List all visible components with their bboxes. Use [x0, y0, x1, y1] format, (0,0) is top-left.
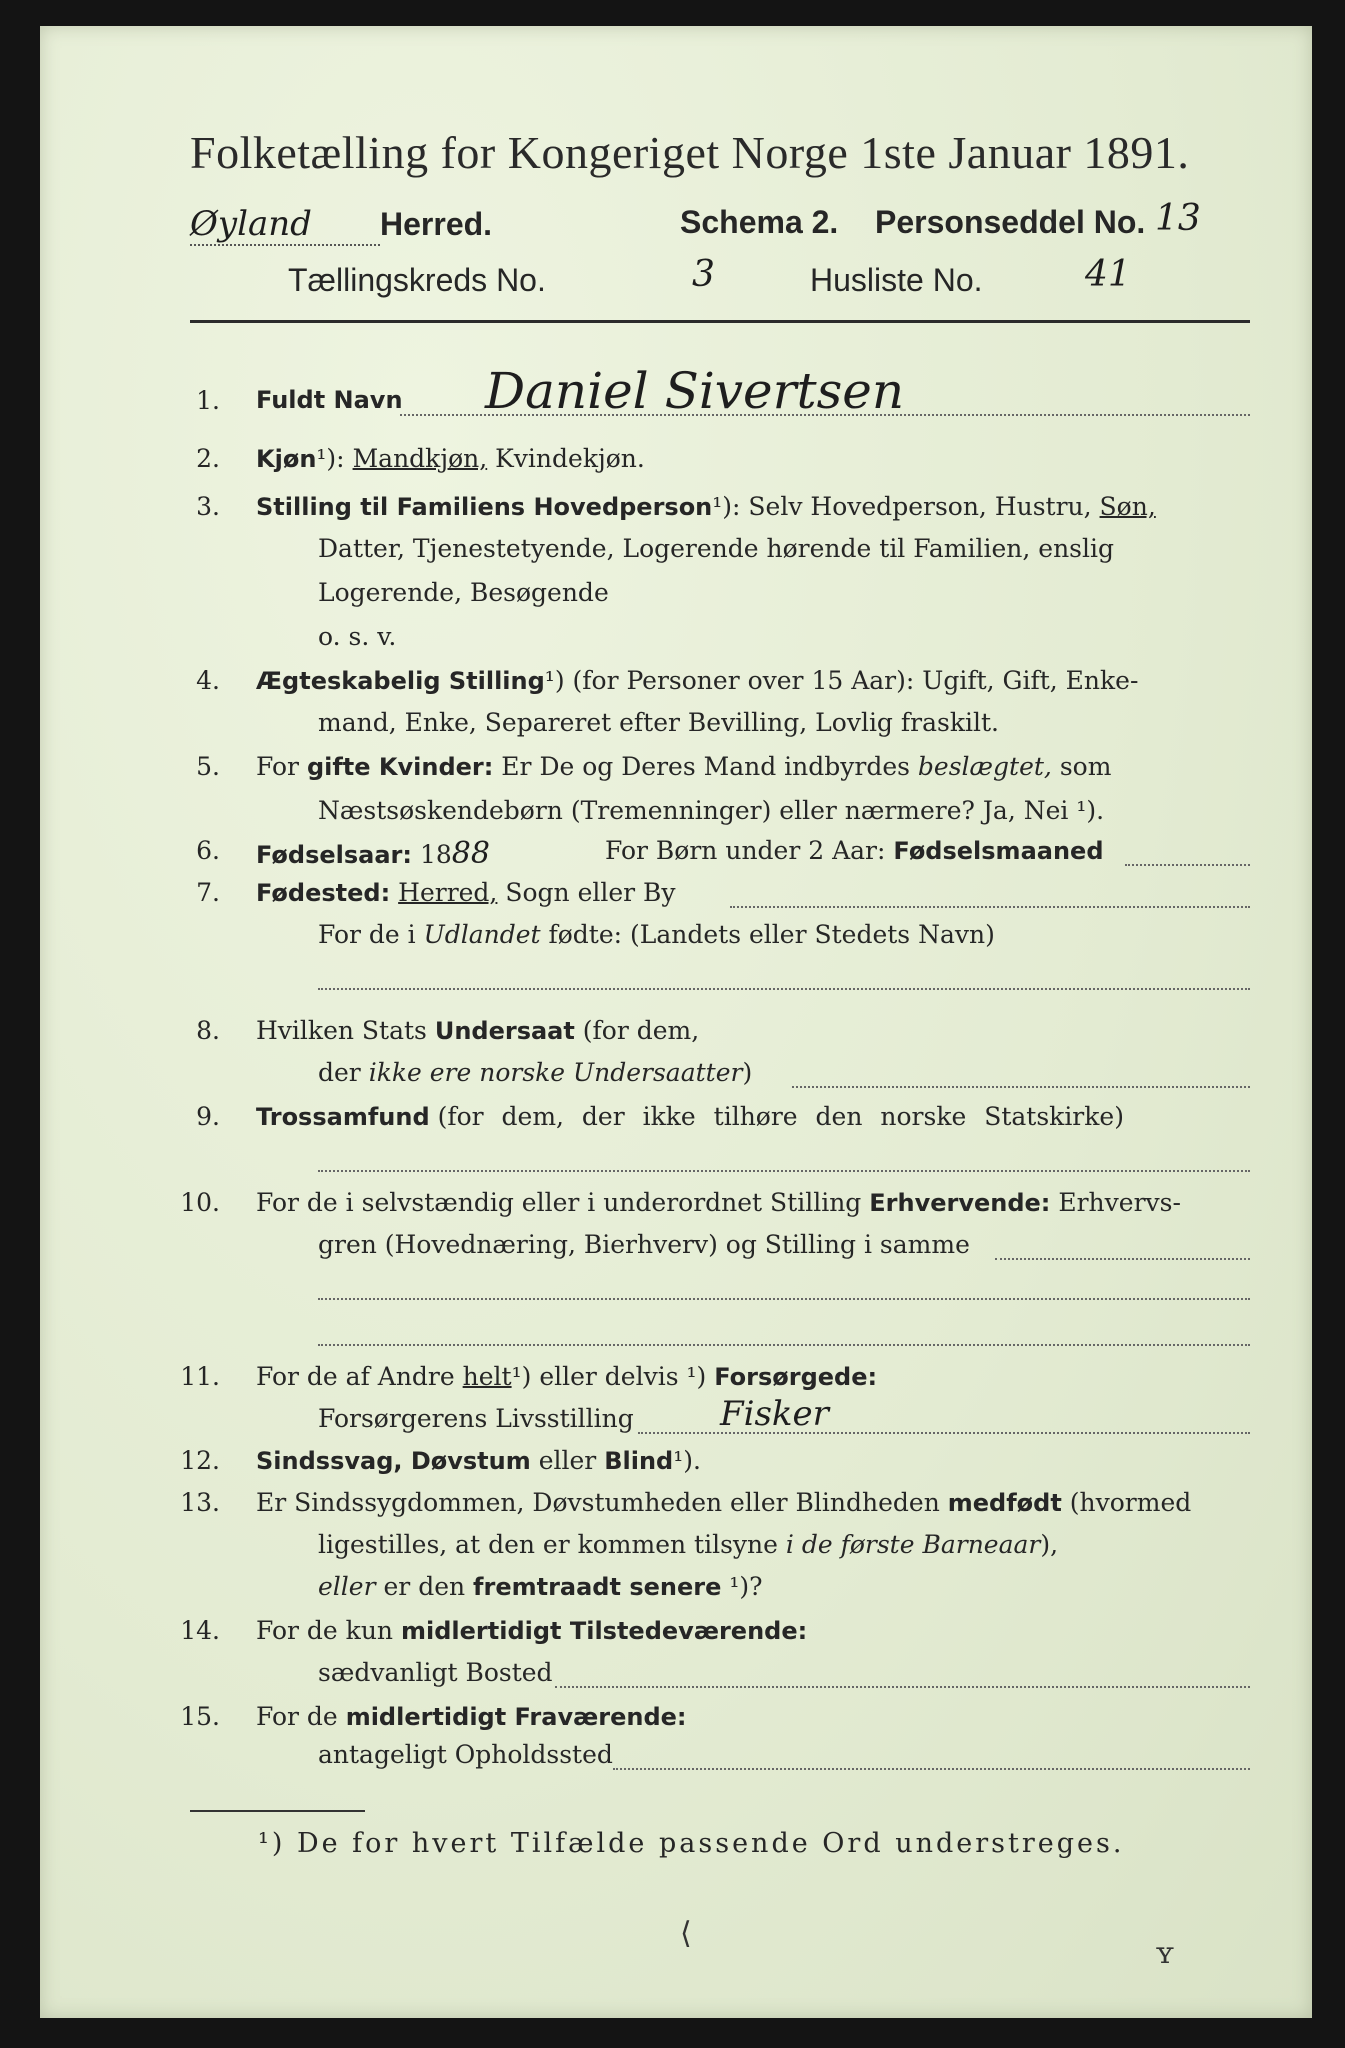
q8-line2a: der: [318, 1058, 361, 1087]
taellingskreds-label: Tællingskreds No.: [288, 262, 546, 298]
q11-answer: Fisker: [720, 1394, 829, 1434]
q10-line2: gren (Hovednæring, Bierhverv) og Stilling i samme: [318, 1230, 970, 1259]
footnote: ¹) De for hvert Tilfælde passende Ord understreges.: [258, 1828, 1125, 1859]
q5-pre: For: [256, 752, 299, 781]
q13-line3a: eller: [318, 1572, 376, 1601]
q2-option-mandkjon: Mandkjøn,: [352, 444, 488, 473]
q2-label: Kjøn: [256, 445, 317, 473]
q12-label2: Blind: [604, 1447, 674, 1475]
personseddel-number: 13: [1155, 198, 1201, 239]
q3-number: 3.: [196, 492, 220, 521]
q10-line1-end: Erhvervs-: [1058, 1188, 1181, 1217]
q8-line2b: ): [742, 1058, 753, 1087]
question-8: [40, 1016, 1312, 1056]
q7-selected: Herred,: [398, 878, 498, 907]
question-3: [40, 492, 1312, 532]
herred-label: Herred.: [380, 206, 493, 242]
q6-mid: For Børn under 2 Aar:: [605, 836, 886, 865]
q6-prefix: 18: [419, 840, 452, 869]
pencil-mark: ⟨: [680, 1916, 692, 1951]
q9-label: Trossamfund: [256, 1103, 430, 1131]
q7-blank-line: [318, 988, 1250, 990]
q4-number: 4.: [196, 666, 220, 695]
q11-line1b: ¹) eller delvis ¹): [511, 1362, 707, 1391]
q10-line: [995, 1258, 1250, 1260]
header-divider: [190, 320, 1250, 323]
q5-line2: Næstsøskendebørn (Tremenninger) eller nærmere? Ja, Nei ¹).: [318, 796, 1105, 825]
q13-label: medfødt: [947, 1489, 1062, 1517]
q3-label: Stilling til Familiens Hovedperson: [256, 493, 713, 521]
q13-note: ¹)?: [729, 1572, 763, 1601]
husliste-label: Husliste No.: [810, 262, 983, 298]
q5-number: 5.: [196, 752, 220, 781]
pencil-mark: ʏ: [1155, 1936, 1175, 1971]
q13-cont-2: [40, 1572, 1312, 1612]
question-1: [40, 362, 1312, 426]
question-15: [40, 1702, 1312, 1742]
q6-label2: Fødselsmaaned: [893, 837, 1104, 865]
q6-number: 6.: [196, 836, 220, 865]
q15-pre: For de: [256, 1702, 338, 1731]
q13-number: 13.: [180, 1488, 220, 1517]
q10-line1: For de i selvstændig eller i underordnet Stilling: [256, 1188, 862, 1217]
q3-line2: Datter, Tjenestetyende, Logerende hørende til Familien, enslig: [318, 534, 1115, 563]
q12-note: ¹).: [673, 1446, 701, 1475]
q5-line1: Er De og Deres Mand indbyrdes: [501, 752, 910, 781]
q7-number: 7.: [196, 878, 220, 907]
q15-line2: antageligt Opholdssted: [318, 1740, 613, 1769]
q5-label: gifte Kvinder:: [306, 753, 494, 781]
q14-line: [555, 1686, 1250, 1688]
q9-line1: (for dem, der ikke tilhøre den norske Statskirke): [437, 1102, 1124, 1131]
q1-answer: Daniel Sivertsen: [485, 362, 905, 420]
q8-italic: ikke ere norske Undersaatter: [368, 1058, 743, 1087]
q3-line1: ¹): Selv Hovedperson, Hustru,: [712, 492, 1092, 521]
q13-cont-1: [40, 1530, 1312, 1570]
q8-line1: (for dem,: [582, 1016, 700, 1045]
q10-cont: [40, 1230, 1312, 1270]
question-7: [40, 878, 1312, 918]
q15-line: [613, 1768, 1250, 1770]
q2-number: 2.: [196, 444, 220, 473]
q3-cont-2: [40, 578, 1312, 618]
q7-line2a: For de i: [318, 920, 416, 949]
q9-blank-line: [318, 1170, 1250, 1172]
q13-line1-end: (hvormed: [1069, 1488, 1192, 1517]
footnote-divider: [190, 1810, 365, 1812]
question-9: [40, 1102, 1312, 1142]
form-title: Folketælling for Kongeriget Norge 1ste Januar 1891.: [190, 127, 1190, 178]
husliste-number: 41: [1085, 254, 1131, 295]
q6-label: Fødselsaar:: [256, 841, 412, 869]
q10-blank-line-1: [318, 1298, 1250, 1300]
q4-line1: ¹) (for Personer over 15 Aar): Ugift, Gift, Enke-: [544, 666, 1139, 695]
q1-label: Fuldt Navn: [256, 386, 403, 414]
question-4: [40, 666, 1312, 706]
q13-italic: i de første Barneaar: [785, 1530, 1041, 1559]
question-5: [40, 752, 1312, 792]
q2-option-kvindekjon: Kvindekjøn.: [487, 444, 645, 473]
q15-cont: [40, 1740, 1312, 1780]
q11-selected: helt: [462, 1362, 512, 1391]
q14-pre: For de kun: [256, 1616, 394, 1645]
herred-value: Øyland: [190, 204, 380, 246]
q7-italic: Udlandet: [423, 920, 541, 949]
q14-line2: sædvanligt Bosted: [318, 1658, 553, 1687]
q6-year: 88: [451, 836, 490, 871]
q8-number: 8.: [196, 1016, 220, 1045]
q13-line2b: ),: [1040, 1530, 1059, 1559]
q4-cont: [40, 708, 1312, 748]
q14-label: midlertidigt Tilstedeværende:: [400, 1617, 808, 1645]
q11-cont: [40, 1394, 1312, 1444]
q1-number: 1.: [196, 386, 220, 415]
q7-line: [730, 906, 1250, 908]
q3-cont-3: [40, 622, 1312, 662]
q15-number: 15.: [180, 1702, 220, 1731]
q7-line1: Sogn eller By: [497, 878, 676, 907]
q7-label: Fødested:: [256, 879, 391, 907]
q2-note: ¹):: [316, 444, 353, 473]
q3-cont-1: [40, 534, 1312, 574]
q10-number: 10.: [180, 1188, 220, 1217]
q11-label: Forsørgede:: [714, 1363, 878, 1391]
question-14: [40, 1616, 1312, 1656]
q3-selected: Søn,: [1099, 492, 1156, 521]
q10-label: Erhvervende:: [869, 1189, 1051, 1217]
q12-mid: eller: [538, 1446, 597, 1475]
q6-line: [1125, 864, 1250, 866]
q8-pre: Hvilken Stats: [256, 1016, 427, 1045]
q13-line2a: ligestilles, at den er kommen tilsyne: [318, 1530, 778, 1559]
q5-cont: [40, 796, 1312, 836]
personseddel-label: Personseddel No.: [875, 204, 1146, 240]
q7-cont: [40, 920, 1312, 960]
taellingskreds-number: 3: [692, 254, 715, 295]
q12-label: Sindssvag, Døvstum: [256, 1447, 531, 1475]
q10-blank-line-2: [318, 1344, 1250, 1346]
q5-line1-end: som: [1059, 752, 1112, 781]
question-11: [40, 1362, 1312, 1402]
q13-line3b: er den: [383, 1572, 466, 1601]
q8-label: Undersaat: [434, 1017, 575, 1045]
question-12: [40, 1446, 1312, 1486]
q4-line2: mand, Enke, Separeret efter Bevilling, Lovlig fraskilt.: [318, 708, 999, 737]
q14-cont: [40, 1658, 1312, 1698]
q15-label: midlertidigt Fraværende:: [345, 1703, 687, 1731]
q11-line1a: For de af Andre: [256, 1362, 455, 1391]
question-2: [40, 444, 1312, 484]
question-13: [40, 1488, 1312, 1528]
q8-cont: [40, 1058, 1312, 1098]
schema-label: Schema 2.: [680, 204, 839, 240]
q4-label: Ægteskabelig Stilling: [256, 667, 545, 695]
q14-number: 14.: [180, 1616, 220, 1645]
herred-line: [190, 204, 492, 246]
q3-line4: o. s. v.: [318, 622, 397, 651]
question-10: [40, 1188, 1312, 1228]
q9-number: 9.: [196, 1102, 220, 1131]
question-6: [40, 836, 1312, 876]
q12-number: 12.: [180, 1446, 220, 1475]
q8-line: [792, 1086, 1250, 1088]
q7-line2b: fødte: (Landets eller Stedets Navn): [548, 920, 995, 949]
q5-italic: beslægtet,: [917, 752, 1052, 781]
q11-line2: Forsørgerens Livsstilling: [318, 1404, 634, 1433]
q13-label2: fremtraadt senere: [473, 1573, 722, 1601]
q13-line1: Er Sindssygdommen, Døvstumheden eller Blindheden: [256, 1488, 940, 1517]
q11-number: 11.: [180, 1362, 220, 1391]
census-form: [40, 26, 1312, 2018]
q3-line3: Logerende, Besøgende: [318, 578, 609, 607]
